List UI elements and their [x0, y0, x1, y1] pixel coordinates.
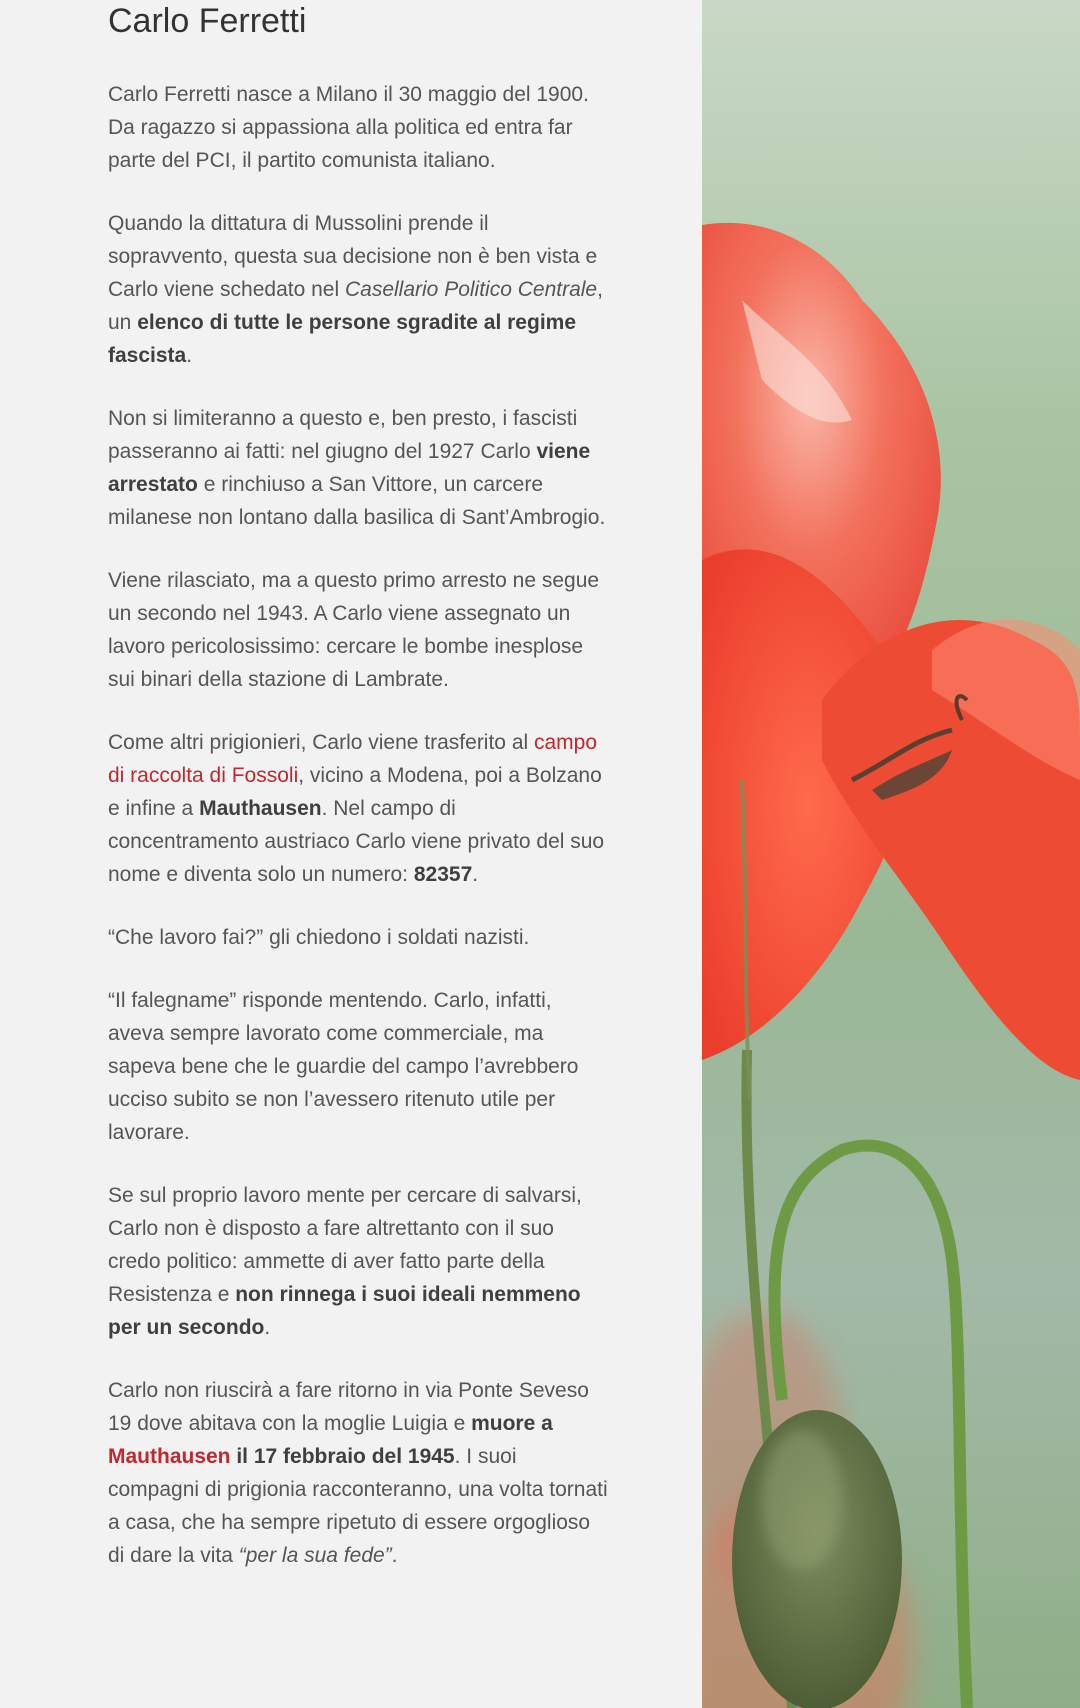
bold-text: il 17 febbraio del 1945 [230, 1445, 455, 1468]
text-span: . [186, 344, 193, 367]
text-span: . Nel campo di concentramento austriaco Carlo viene privato del suo nome e diventa solo un numero: [108, 797, 605, 886]
article-content [108, 0, 608, 1602]
text-span: , un [108, 278, 603, 334]
text-span: Come altri prigionieri, Carlo viene trasferito al [108, 731, 534, 754]
text-span: Carlo non riuscirà a fare ritorno in via Ponte Seveso 19 dove abitava con la moglie Luigia e [108, 1379, 589, 1435]
bold-text: 82357 [413, 863, 473, 886]
paragraph [108, 984, 608, 1149]
text-span: . [391, 1544, 398, 1567]
text-span: e rinchiuso a San Vittore, un carcere milanese non lontano dalla basilica di Sant’Ambrogio. [108, 473, 606, 529]
text-span: . [472, 863, 479, 886]
poppy-photo [702, 0, 1080, 1708]
article-body [108, 78, 608, 1572]
text-span: . [264, 1316, 271, 1339]
text-span: Quando la dittatura di Mussolini prende il sopravvento, questa sua decisione non è ben vista e Carlo viene schedato nel [108, 212, 598, 301]
text-span: “Che lavoro fai?” gli chiedono i soldati nazisti. [108, 926, 530, 949]
paragraph [108, 564, 608, 696]
page-title: Carlo Ferretti [108, 2, 307, 40]
bold-text: muore a [471, 1412, 553, 1435]
poppy-image [702, 0, 1080, 1708]
text-span: “Il falegname” risponde mentendo. Carlo, infatti, aveva sempre lavorato come commerciale, ma sapeva bene che le guardie del campo l’avrebbero ucciso subito se non l’avessero ritenuto utile per lavorare. [108, 989, 579, 1144]
bold-text: non rinnega i suoi ideali nemmeno per un secondo [108, 1283, 581, 1339]
paragraph [108, 78, 608, 177]
paragraph [108, 921, 608, 954]
text-link[interactable]: campo di raccolta di Fossoli [108, 731, 598, 787]
text-span: Non si limiteranno a questo e, ben presto, i fascisti passeranno ai fatti: nel giugno del 1927 Carlo [108, 407, 578, 463]
text-span: Carlo Ferretti nasce a Milano il 30 maggio del 1900. Da ragazzo si appassiona alla politica ed entra far parte del PCI, il partito comunista italiano. [108, 83, 589, 172]
bold-text: Mauthausen [199, 797, 322, 820]
text-span: Se sul proprio lavoro mente per cercare di salvarsi, Carlo non è disposto a fare altrettanto con il suo credo politico: ammette di aver fatto parte della Resistenza e [108, 1184, 582, 1306]
bold-text: viene arrestato [108, 440, 591, 496]
paragraph [108, 726, 608, 891]
italic-text: Casellario Politico Centrale [344, 278, 598, 301]
bold-text: elenco di tutte le persone sgradite al regime fascista [108, 311, 576, 367]
text-span: Viene rilasciato, ma a questo primo arresto ne segue un secondo nel 1943. A Carlo viene assegnato un lavoro pericolosissimo: cercare le bombe inesplose sui binari della stazione di Lambrate. [108, 569, 600, 691]
text-span: . I suoi compagni di prigionia racconteranno, una volta tornati a casa, che ha sempre ripetuto di essere orgoglioso di dare la vita [108, 1445, 608, 1567]
italic-text: “per la sua fede” [238, 1544, 392, 1567]
paragraph [108, 1179, 608, 1344]
paragraph [108, 207, 608, 372]
paragraph [108, 402, 608, 534]
paragraph [108, 1374, 608, 1572]
text-link[interactable]: Mauthausen [108, 1445, 231, 1468]
text-span: , vicino a Modena, poi a Bolzano e infine a [108, 764, 602, 820]
